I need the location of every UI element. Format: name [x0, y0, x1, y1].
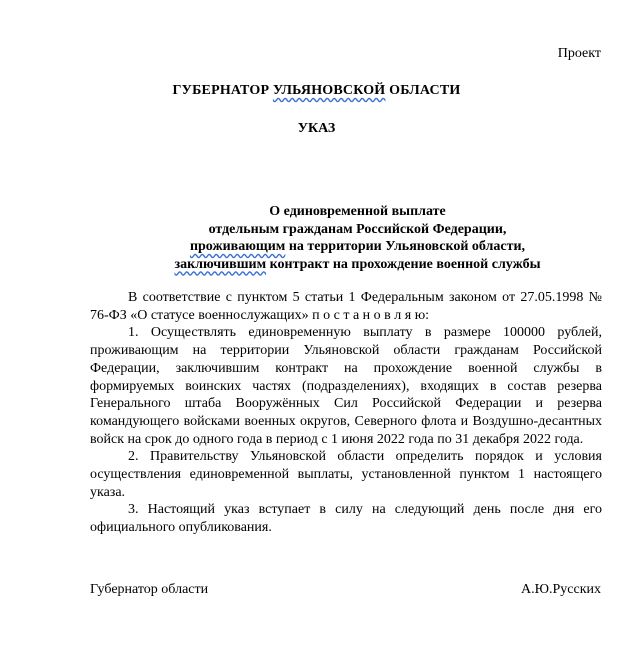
topic-line-3	[120, 238, 595, 256]
topic-line-4-rest: контракт на прохождение военной службы	[266, 256, 541, 272]
governor-title-suffix: ОБЛАСТИ	[385, 83, 461, 98]
topic-line-2: отдельным гражданам Российской Федерации,	[208, 221, 507, 237]
item-3-paragraph: 3. Настоящий указ вступает в силу на следующий день после дня его официального опубликования.	[90, 502, 602, 536]
decree-title: УКАЗ	[297, 121, 336, 136]
topic-line-4	[120, 256, 595, 274]
signature-name: А.Ю.Русских	[520, 582, 601, 597]
topic-line-3-rest: на территории Ульяновской области,	[285, 239, 526, 254]
signature-position: Губернатор области	[90, 582, 209, 597]
governor-title-prefix: ГУБЕРНАТОР	[172, 83, 273, 98]
topic-line-1: О единовременной выплате	[269, 204, 446, 219]
project-label: Проект	[557, 46, 601, 61]
decree-body	[90, 289, 602, 537]
governor-title	[0, 83, 633, 99]
governor-title-region: УЛЬЯНОВСКОЙ	[272, 83, 386, 98]
decree-topic	[120, 203, 595, 273]
item-2-paragraph: 2. Правительству Ульяновской области определить порядок и условия осуществления единовременной выплаты, установленной пунктом 1 настоящего указа.	[90, 449, 602, 500]
item-1-paragraph: 1. Осуществлять единовременную выплату в размере 100000 рублей, проживающим на территории Ульяновской области гражданам Российской Федерации, заключившим контракт на прохождение военной службы в формируемых воинских частях (подразделениях), входящих в состав резерва Генерального штаба Вооружённых Сил Российской Федерации и резерва командующего войсками военных округов, Северного флота и Воздушно-десантных войск на срок до одного года в период с 1 июня 2022 года по 31 декабря 2022 года.	[90, 325, 602, 447]
preamble-paragraph: В соответствие с пунктом 5 статьи 1 Федеральным законом от 27.05.1998 № 76-ФЗ «О статусе военнослужащих» п о с т а н о в л я ю:	[90, 290, 602, 323]
topic-line-3-underlined: проживающим	[189, 239, 286, 254]
topic-line-4-underlined: заключившим	[174, 256, 267, 272]
